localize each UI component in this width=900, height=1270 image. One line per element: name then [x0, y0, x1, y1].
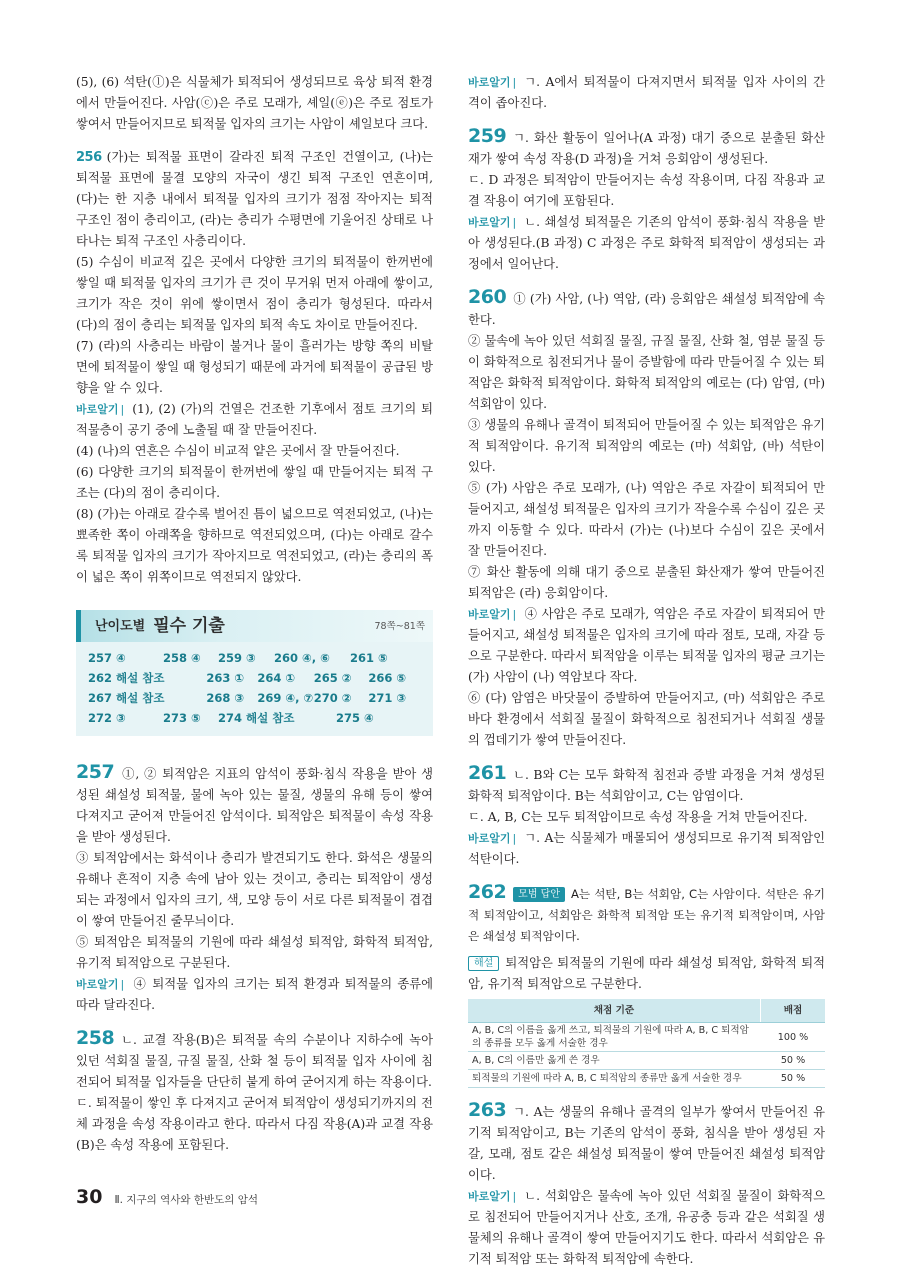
answer-item: 262 해설 참조	[88, 670, 165, 685]
question-263	[468, 1100, 825, 1186]
table-row	[468, 1070, 825, 1088]
answer-row	[88, 668, 423, 688]
paragraph: ㄷ. A, B, C는 모두 퇴적암이므로 속성 작용을 거쳐 만들어진다.	[468, 810, 808, 824]
answer-key-box	[76, 610, 433, 736]
answer-key-pages: 78쪽~81쪽	[374, 620, 425, 632]
paragraph: ㄷ. D 과정은 퇴적암이 만들어지는 속성 작용이며, 다짐 작용과 교결 작용이 여기에 포함된다.	[468, 173, 825, 208]
question-number: 262	[468, 881, 507, 903]
answer-item: 261 ⑤	[350, 650, 388, 665]
model-answer-badge: 모범 답안	[513, 887, 565, 902]
answer-item: 275 ④	[336, 710, 374, 725]
paragraph: ㄷ. 퇴적물이 쌓인 후 다져지고 굳어져 퇴적암이 생성되기까지의 전체 과정을 속성 작용이라고 한다. 따라서 다짐 작용(A)과 교결 작용(B)은 속성 작용에 포함된다.	[76, 1096, 433, 1152]
answer-row	[88, 688, 423, 708]
paragraph: 바로알기 | ㄱ. A는 식물체가 매몰되어 생성되므로 유기적 퇴적암인 석탄이다.	[468, 831, 825, 866]
paragraph: 바로알기 | ㄴ. 쇄설성 퇴적물은 기존의 암석이 풍화·침식 작용을 받아 생성된다.(B 과정) C 과정은 주로 화학적 퇴적암이 생성되는 과정에서 일어난다.	[468, 215, 825, 271]
correction-tag: 바로알기 |	[76, 978, 125, 991]
question-258	[76, 1028, 433, 1093]
scoring-table	[468, 999, 825, 1088]
paragraph: A는 석탄, B는 석회암, C는 사암이다. 석탄은 유기적 퇴적암이고, 석회암은 화학적 퇴적암 또는 유기적 퇴적암이며, 사암은 쇄설성 퇴적암이다.	[468, 887, 825, 943]
paragraph: ㄱ. 화산 활동이 일어나(A 과정) 대기 중으로 분출된 화산재가 쌓여 속성 작용(D 과정)을 거쳐 응회암이 생성된다.	[468, 131, 825, 166]
paragraph: (가)는 퇴적물 표면이 갈라진 퇴적 구조인 건열이고, (나)는 퇴적물 표면에 물결 모양의 자국이 생긴 퇴적 구조인 연흔이며, (다)는 한 지층 내에서 퇴적물 입자의 크기가 점점 작아지는 퇴적 구조인 점이 층리이고, (라)는 층리가 수평면에 기울어진 상태로 나타나는 퇴적 구조인 사층리이다.	[76, 150, 433, 248]
answer-item: 263 ①	[206, 670, 245, 685]
answer-item: 273 ⑤	[163, 710, 201, 725]
correction-tag: 바로알기 |	[468, 1190, 517, 1203]
question-260	[468, 287, 825, 331]
answer-item: 266 ⑤	[368, 670, 407, 685]
answer-key-label: 난이도별	[95, 618, 146, 634]
paragraph: ㄱ. A는 생물의 유해나 골격의 일부가 쌓여서 만들어진 유기적 퇴적암이고, B는 기존의 암석이 풍화, 침식을 받아 생성된 자갈, 모래, 점토 같은 쇄설성 퇴적물이 쌓여 만들어진 쇄설성 퇴적암이다.	[468, 1105, 825, 1182]
answer-item: 265 ②	[313, 670, 352, 685]
paragraph: 바로알기 | (1), (2) (가)의 건열은 건조한 기후에서 점토 크기의 퇴적물층이 공기 중에 노출될 때 잘 만들어진다.	[76, 402, 433, 437]
paragraph: (8) (가)는 아래로 갈수록 벌어진 틈이 넓으므로 역전되었고, (나)는 뾰족한 쪽이 아래쪽을 향하므로 역전되었으며, (다)는 아래로 갈수록 퇴적물 입자의 크기가 작아지므로 역전되었고, (라)는 층리의 폭이 넓은 쪽이 위쪽이므로 역전되지 않았다.	[76, 507, 433, 584]
chapter-title: Ⅱ. 지구의 역사와 한반도의 암석	[114, 1194, 259, 1206]
answer-key-title: 필수 기출	[153, 615, 225, 636]
correction-tag: 바로알기 |	[468, 76, 517, 89]
answer-item: 270 ②	[313, 690, 352, 705]
correction-tag: 바로알기 |	[468, 832, 517, 845]
paragraph: ㄴ. 교결 작용(B)은 퇴적물 속의 수분이나 지하수에 녹아 있던 석회질 물질, 규질 물질, 산화 철 등이 퇴적물 입자 사이에 침전되어 퇴적물 입자들을 단단히 붙게 하여 굳어지게 하는 작용이다.	[76, 1033, 433, 1089]
paragraph: ② 물속에 녹아 있던 석회질 물질, 규질 물질, 산화 철, 염분 물질 등이 화학적으로 침전되거나 물이 증발함에 따라 만들어질 수 있는 퇴적암은 화학적 퇴적암이다. 화학적 퇴적암의 예로는 (다) 암염, (마) 석회암이 있다.	[468, 334, 825, 411]
answer-item: 264 ①	[257, 670, 296, 685]
question-number: 261	[468, 762, 507, 784]
answer-item: 258 ④	[163, 650, 201, 665]
score-cell: 50 %	[761, 1070, 826, 1088]
question-number: 259	[468, 125, 507, 147]
criteria-cell: A, B, C의 이름만 옳게 쓴 경우	[468, 1052, 761, 1070]
answer-key-list	[76, 642, 433, 736]
table-header-row	[468, 999, 825, 1023]
criteria-cell: A, B, C의 이름을 옳게 쓰고, 퇴적물의 기원에 따라 A, B, C 퇴적암의 종류를 모두 옳게 서술한 경우	[468, 1023, 761, 1052]
correction-tag: 바로알기 |	[76, 403, 125, 416]
answer-item: 268 ③	[206, 690, 245, 705]
answer-item: 267 해설 참조	[88, 690, 165, 705]
question-number: 256	[76, 150, 102, 165]
paragraph: (5), (6) 석탄(ⓛ)은 식물체가 퇴적되어 생성되므로 육상 퇴적 환경에서 만들어진다. 사암(ⓒ)은 주로 모래가, 셰일(ⓔ)은 주로 점토가 쌓여서 만들어지므로 퇴적물 입자의 크기는 사암이 셰일보다 크다.	[76, 75, 433, 131]
explanation-badge: 해설	[468, 956, 499, 971]
paragraph: 바로알기 | ④ 퇴적물 입자의 크기는 퇴적 환경과 퇴적물의 종류에 따라 달라진다.	[76, 977, 433, 1012]
paragraph: 바로알기 | ㄱ. A에서 퇴적물이 다져지면서 퇴적물 입자 사이의 간격이 좁아진다.	[468, 75, 825, 110]
table-row	[468, 1023, 825, 1052]
question-257	[76, 762, 433, 848]
question-number: 260	[468, 286, 507, 308]
question-number: 263	[468, 1099, 507, 1121]
answer-item: 259 ③	[218, 650, 256, 665]
paragraph: ① (가) 사암, (나) 역암, (라) 응회암은 쇄설성 퇴적암에 속한다.	[468, 292, 825, 327]
question-number: 258	[76, 1027, 115, 1049]
correction-tag: 바로알기 |	[468, 608, 517, 621]
page-footer	[76, 1186, 258, 1208]
question-262	[468, 882, 825, 947]
question-259	[468, 126, 825, 170]
answer-item: 269 ④, ⑦	[257, 690, 314, 705]
paragraph: ⑥ (다) 암염은 바닷물이 증발하여 만들어지고, (마) 석회암은 주로 바다 환경에서 석회질 물질이 화학적으로 침전되거나 석회질 생물의 껍데기가 쌓여 만들어진다.	[468, 691, 825, 747]
answer-item: 271 ③	[368, 690, 407, 705]
answer-row	[88, 648, 423, 668]
answer-item: 274 해설 참조	[218, 710, 295, 725]
page-number: 30	[76, 1186, 103, 1208]
paragraph: (7) (라)의 사층리는 바람이 불거나 물이 흘러가는 방향 쪽의 비탈면에 퇴적물이 쌓일 때 형성되기 때문에 과거에 퇴적물이 공급된 방향을 알 수 있다.	[76, 339, 433, 395]
paragraph: ⑤ 퇴적암은 퇴적물의 기원에 따라 쇄설성 퇴적암, 화학적 퇴적암, 유기적 퇴적암으로 구분된다.	[76, 935, 433, 970]
paragraph: (5) 수심이 비교적 깊은 곳에서 다양한 크기의 퇴적물이 한꺼번에 쌓일 때 퇴적물 입자의 크기가 큰 것이 무거워 먼저 아래에 쌓이고, 크기가 작은 것이 위에 쌓이면서 점이 층리가 형성된다. 따라서 (다)의 점이 층리는 퇴적물 입자의 퇴적 속도 차이로 만들어진다.	[76, 255, 433, 332]
answer-item: 260 ④, ⑥	[274, 650, 330, 665]
paragraph: (6) 다양한 크기의 퇴적물이 한꺼번에 쌓일 때 만들어지는 퇴적 구조는 (다)의 점이 층리이다.	[76, 465, 433, 500]
question-256	[76, 147, 433, 252]
correction-tag: 바로알기 |	[468, 216, 517, 229]
criteria-cell: 퇴적물의 기원에 따라 A, B, C 퇴적암의 종류만 옳게 서술한 경우	[468, 1070, 761, 1088]
header-score: 배점	[761, 999, 826, 1023]
score-cell: 50 %	[761, 1052, 826, 1070]
paragraph: ③ 생물의 유해나 골격이 퇴적되어 만들어질 수 있는 퇴적암은 유기적 퇴적암이다. 유기적 퇴적암의 예로는 (마) 석회암, (바) 석탄이 있다.	[468, 418, 825, 474]
answer-row	[88, 708, 423, 728]
question-number: 257	[76, 761, 115, 783]
header-criteria: 채점 기준	[468, 999, 761, 1023]
paragraph: ㄴ. B와 C는 모두 화학적 침전과 증발 과정을 거쳐 생성된 화학적 퇴적암이다. B는 석회암이고, C는 암염이다.	[468, 768, 825, 803]
right-column	[468, 72, 825, 1270]
answer-item: 272 ③	[88, 710, 126, 725]
paragraph: ①, ② 퇴적암은 지표의 암석이 풍화·침식 작용을 받아 생성된 쇄설성 퇴적물, 물에 녹아 있는 물질, 생물의 유해 등이 쌓여 다져지고 굳어져 만들어진 암석이다. 퇴적암은 퇴적물이 속성 작용을 받아 생성된다.	[76, 767, 433, 844]
paragraph: ⑦ 화산 활동에 의해 대기 중으로 분출된 화산재가 쌓여 만들어진 퇴적암은 (라) 응회암이다.	[468, 565, 825, 600]
table-row	[468, 1052, 825, 1070]
answer-key-header	[76, 610, 433, 642]
paragraph: ⑤ (가) 사암은 주로 모래가, (나) 역암은 주로 자갈이 퇴적되어 만들어지고, 쇄설성 퇴적물은 입자의 크기가 작을수록 수심이 깊은 곳까지 이동할 수 있다. 따라서 (가)는 (나)보다 수심이 깊은 곳에서 잘 만들어진다.	[468, 481, 825, 558]
left-column	[76, 72, 433, 1156]
score-cell: 100 %	[761, 1023, 826, 1052]
paragraph: 바로알기 | ㄴ. 석회암은 물속에 녹아 있던 석회질 물질이 화학적으로 침전되어 만들어지거나 산호, 조개, 유공충 등과 같은 석회질 생물체의 유해나 골격이 쌓여 만들어지기도 한다. 따라서 석회암은 유기적 퇴적암 또는 화학적 퇴적암에 속한다.	[468, 1189, 825, 1266]
paragraph: ③ 퇴적암에서는 화석이나 층리가 발견되기도 한다. 화석은 생물의 유해나 흔적이 지층 속에 남아 있는 것이고, 층리는 퇴적암이 생성되는 과정에서 입자의 크기, 색, 모양 등이 서로 다른 퇴적물이 겹겹이 쌓여 만들어진 줄무늬이다.	[76, 851, 433, 928]
answer-item: 257 ④	[88, 650, 126, 665]
paragraph: (4) (나)의 연흔은 수심이 비교적 얕은 곳에서 잘 만들어진다.	[76, 444, 400, 458]
paragraph: 해설 퇴적암은 퇴적물의 기원에 따라 쇄설성 퇴적암, 화학적 퇴적암, 유기적 퇴적암으로 구분한다.	[468, 956, 825, 991]
question-261	[468, 763, 825, 807]
paragraph: 바로알기 | ④ 사암은 주로 모래가, 역암은 주로 자갈이 퇴적되어 만들어지고, 쇄설성 퇴적물은 입자의 크기에 따라 점토, 모래, 자갈 등으로 구분한다. 따라서 퇴적암을 이루는 퇴적물 입자의 평균 크기는 (가) 사암이 (나) 역암보다 작다.	[468, 607, 825, 684]
